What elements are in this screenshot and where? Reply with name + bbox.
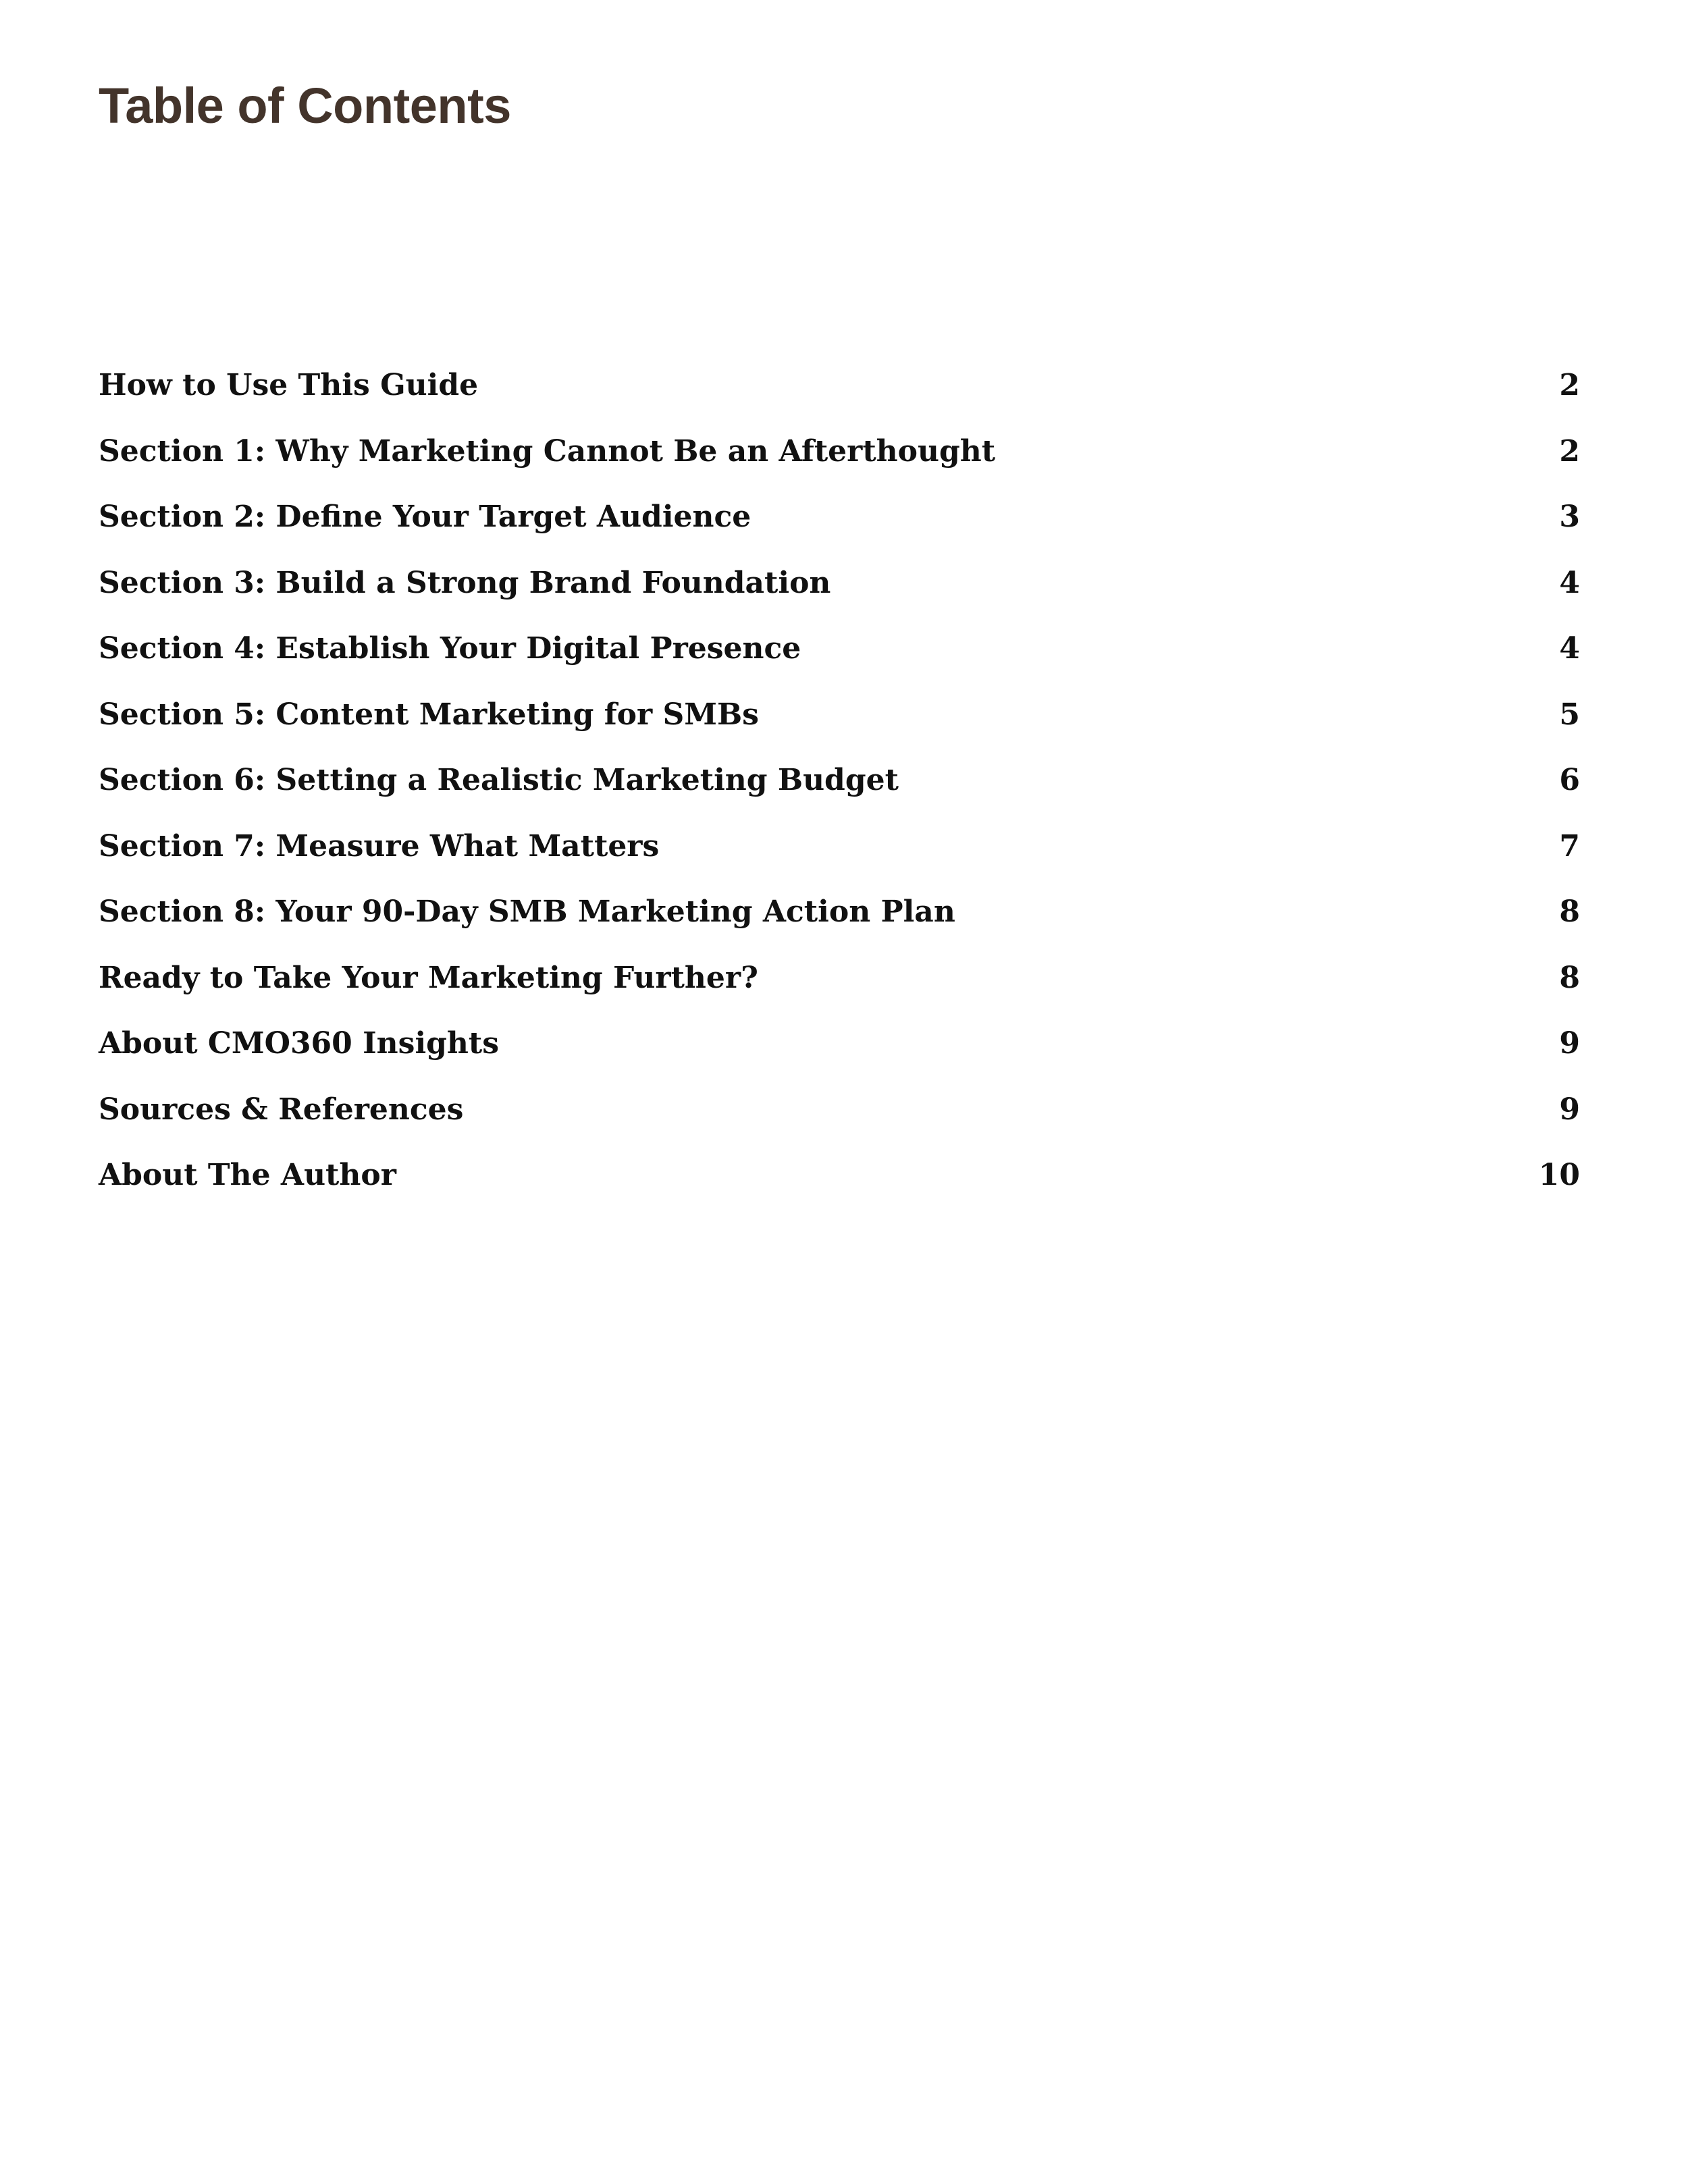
toc-entry-page-number: 8 (1559, 960, 1580, 995)
toc-entry[interactable] (99, 1018, 1580, 1084)
toc-entry-page-number: 3 (1559, 500, 1580, 534)
toc-entry-page-number: 9 (1559, 1026, 1580, 1061)
toc-entry[interactable] (99, 623, 1580, 689)
toc-entry-title: Section 3: Build a Strong Brand Foundation (99, 565, 831, 600)
toc-entry-title: Section 7: Measure What Matters (99, 828, 660, 863)
toc-entry-page-number: 4 (1559, 565, 1580, 600)
toc-entry[interactable] (99, 426, 1580, 492)
toc-entry-title: Section 5: Content Marketing for SMBs (99, 697, 759, 732)
toc-entry-page-number: 4 (1559, 631, 1580, 666)
toc-entry[interactable] (99, 1084, 1580, 1150)
toc-entry[interactable] (99, 360, 1580, 426)
toc-entry-title: How to Use This Guide (99, 368, 479, 402)
toc-entry[interactable] (99, 886, 1580, 953)
toc-entry-title: Ready to Take Your Marketing Further? (99, 960, 758, 995)
toc-entry-title: Section 4: Establish Your Digital Presence (99, 631, 801, 666)
toc-entry-title: Section 6: Setting a Realistic Marketing Budget (99, 763, 899, 797)
toc-entry[interactable] (99, 1150, 1580, 1216)
toc-entry[interactable] (99, 821, 1580, 887)
toc-entry[interactable] (99, 491, 1580, 558)
toc-entry[interactable] (99, 953, 1580, 1019)
toc-entry-page-number: 6 (1559, 763, 1580, 797)
toc-entry-title: About The Author (99, 1158, 396, 1192)
toc-list (99, 360, 1580, 1216)
toc-entry-page-number: 9 (1559, 1092, 1580, 1127)
toc-entry-title: Section 1: Why Marketing Cannot Be an Afterthought (99, 433, 996, 469)
toc-entry-title: Section 2: Define Your Target Audience (99, 500, 751, 534)
toc-entry-page-number: 2 (1559, 433, 1580, 469)
toc-entry[interactable] (99, 689, 1580, 755)
toc-entry-page-number: 2 (1559, 368, 1580, 402)
toc-entry[interactable] (99, 558, 1580, 624)
toc-entry-page-number: 10 (1538, 1158, 1580, 1192)
toc-entry-page-number: 8 (1559, 895, 1580, 929)
toc-entry[interactable] (99, 755, 1580, 821)
toc-entry-page-number: 7 (1559, 828, 1580, 863)
page-title: Table of Contents (99, 78, 511, 134)
toc-entry-title: Sources & References (99, 1092, 464, 1127)
toc-entry-page-number: 5 (1559, 697, 1580, 732)
toc-entry-title: About CMO360 Insights (99, 1026, 500, 1061)
toc-entry-title: Section 8: Your 90-Day SMB Marketing Action Plan (99, 895, 955, 929)
